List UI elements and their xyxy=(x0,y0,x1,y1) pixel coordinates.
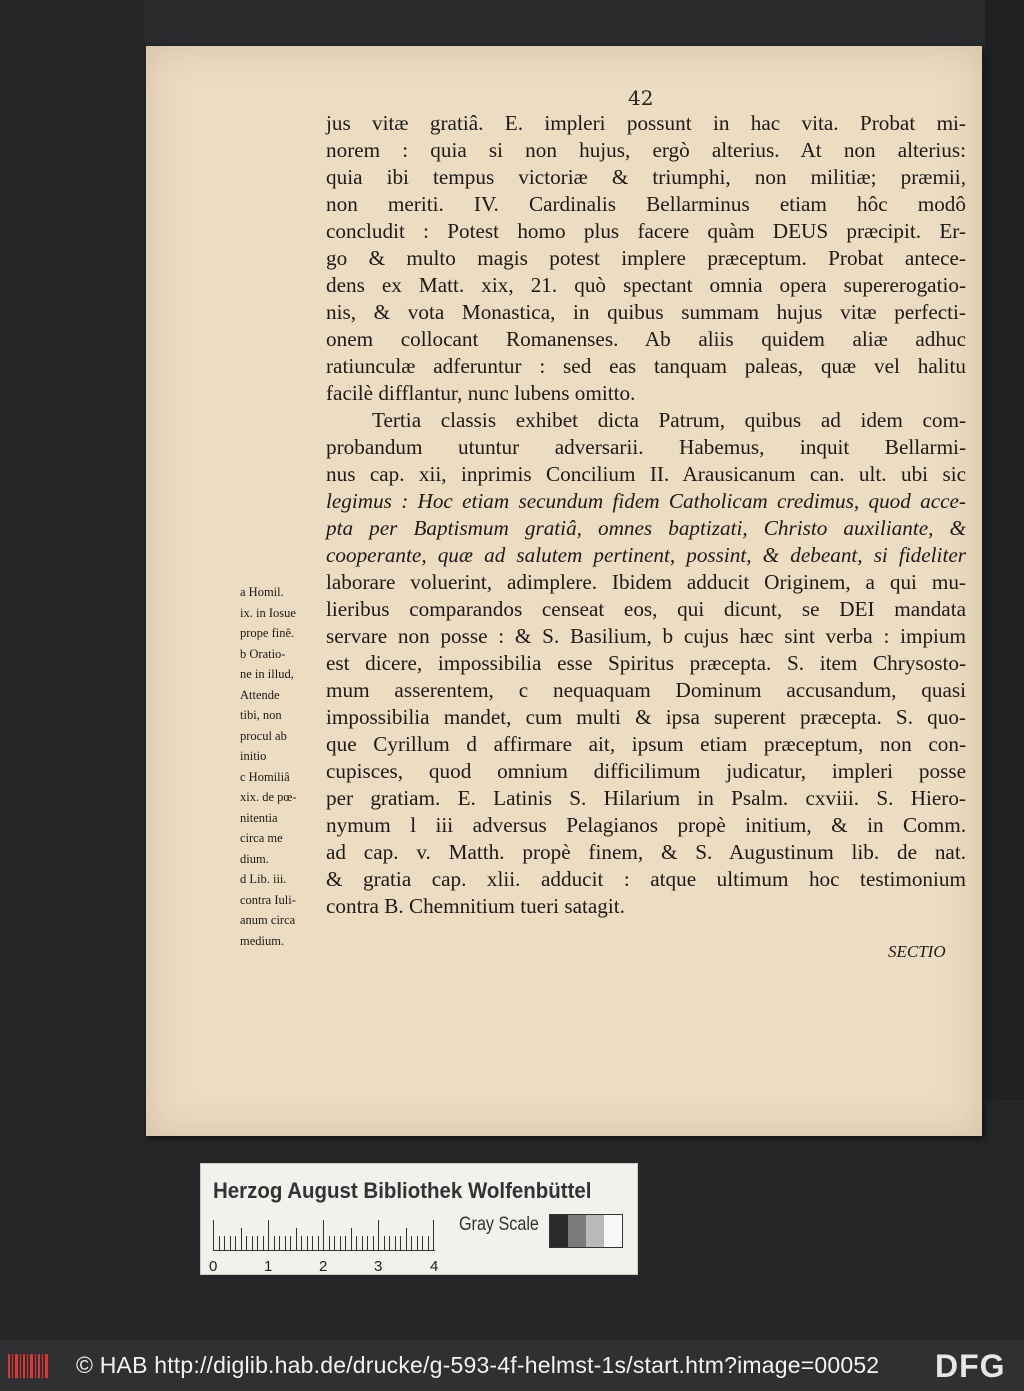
text-line: nymum l iii adversus Pelagianos propè initium, & in Comm. xyxy=(326,813,966,837)
margin-note-line: d Lib. iii. xyxy=(240,872,287,886)
ruler-tick xyxy=(312,1236,313,1250)
text-line: dens ex Matt. xix, 21. quò spectant omnia opera supererogatio- xyxy=(326,273,966,297)
library-name: Herzog August Bibliothek Wolfenbüttel xyxy=(213,1178,592,1203)
ruler-tick xyxy=(395,1236,396,1250)
ruler-tick xyxy=(301,1236,302,1250)
gray-swatch xyxy=(568,1215,586,1247)
scale-number: 2 xyxy=(319,1258,328,1275)
ruler-tick xyxy=(307,1236,308,1250)
gray-swatch xyxy=(604,1215,622,1247)
scale-number: 3 xyxy=(374,1258,383,1275)
text-line: & gratia cap. xlii. adducit : atque ultimum hoc testimonium xyxy=(326,867,966,891)
text-line: norem : quia si non hujus, ergò alterius. At non alterius: xyxy=(326,138,966,162)
text-line: Tertia classis exhibet dicta Patrum, quibus ad idem com- xyxy=(372,408,966,432)
gray-swatches xyxy=(549,1214,623,1248)
ruler-tick xyxy=(290,1236,291,1250)
margin-note-line: contra Iuli- xyxy=(240,892,296,907)
barcode-icon xyxy=(8,1354,48,1378)
ruler-tick xyxy=(378,1220,379,1250)
scale-ruler xyxy=(213,1220,453,1250)
text-line: nis, & vota Monastica, in quibus summam hujus vitæ perfecti- xyxy=(326,300,966,324)
ruler-tick xyxy=(296,1228,297,1250)
ruler-tick xyxy=(406,1228,407,1250)
scale-number: 1 xyxy=(264,1258,273,1275)
margin-notes xyxy=(240,582,324,951)
page-number: 42 xyxy=(628,86,654,110)
text-line: concludit : Potest homo plus facere quàm DEUS præcipit. Er- xyxy=(326,219,966,243)
catchword: SECTIO xyxy=(888,942,946,961)
text-line: facilè difflantur, nunc lubens omitto. xyxy=(326,381,636,405)
margin-note-line: xix. de pœ- xyxy=(240,790,297,804)
text-line: go & multo magis potest implere præceptum. Probat antece- xyxy=(326,246,966,270)
ruler-tick xyxy=(323,1220,324,1250)
text-line: cupisces, quod omnium difficilimum judicatur, impleri posse xyxy=(326,759,966,783)
margin-note-line: ix. in Iosue xyxy=(240,605,296,620)
ruler-tick xyxy=(428,1236,429,1250)
text-line: laborare voluerint, adimplere. Ibidem adducit Originem, a qui mu- xyxy=(326,570,966,594)
text-line: jus vitæ gratiâ. E. impleri possunt in hac vita. Probat mi- xyxy=(326,111,966,135)
text-line: cooperante, quæ ad salutem pertinent, possint, & debeant, si fideliter xyxy=(326,543,966,567)
grayscale-label: Gray Scale xyxy=(459,1214,539,1235)
margin-note-line: b Oratio- xyxy=(240,646,286,661)
gray-swatch xyxy=(586,1215,604,1247)
ruler-tick xyxy=(417,1236,418,1250)
margin-note-line: tibi, non xyxy=(240,708,282,722)
text-line: ad cap. v. Matth. propè finem, & S. Augustinum lib. de nat. xyxy=(326,840,966,864)
text-line: pta per Baptismum gratiâ, omnes baptizati, Christo auxiliante, & xyxy=(326,516,966,540)
margin-note-line: dium. xyxy=(240,851,269,866)
ruler-tick xyxy=(384,1236,385,1250)
margin-note-line: prope finê. xyxy=(240,626,295,640)
margin-note-line: nitentia xyxy=(240,810,278,825)
ruler-tick xyxy=(213,1220,214,1250)
ruler-tick xyxy=(362,1236,363,1250)
text-line: quia ibi tempus victoriæ & triumphi, non militiæ; præmii, xyxy=(326,165,966,189)
margin-note-line: c Homiliâ xyxy=(240,769,290,784)
margin-note-line: circa me xyxy=(240,831,283,845)
margin-note-line: ne in illud, xyxy=(240,667,294,681)
ruler-tick xyxy=(334,1236,335,1250)
ruler-tick xyxy=(411,1236,412,1250)
ruler-tick xyxy=(219,1236,220,1250)
ruler-tick xyxy=(235,1236,236,1250)
dfg-logo: DFG xyxy=(935,1348,1006,1384)
ruler-tick xyxy=(351,1228,352,1250)
text-line: non meriti. IV. Cardinalis Bellarminus etiam hôc modô xyxy=(326,192,966,216)
text-line: servare non posse : & S. Basilium, b cujus hæc sint verba : impium xyxy=(326,624,966,648)
source-url-link[interactable]: © HAB http://diglib.hab.de/drucke/g-593-4f-helmst-1s/start.htm?image=00052 xyxy=(76,1352,880,1378)
ruler-tick xyxy=(246,1236,247,1250)
gray-swatch xyxy=(550,1215,568,1247)
text-line: ratiunculæ adferuntur : sed eas tanquam paleas, quæ vel halitu xyxy=(326,354,966,378)
library-color-card xyxy=(200,1163,638,1275)
ruler-tick xyxy=(230,1236,231,1250)
text-line: lieribus comparandos censeat eos, qui dicunt, se DEI mandata xyxy=(326,597,966,621)
ruler-tick xyxy=(224,1236,225,1250)
text-line: que Cyrillum d affirmare ait, ipsum etiam præceptum, non con- xyxy=(326,732,966,756)
text-line: est dicere, impossibilia esse Spiritus præcepta. S. item Chrysosto- xyxy=(326,651,966,675)
text-line: probandum utuntur adversarii. Habemus, inquit Bellarmi- xyxy=(326,435,966,459)
ruler-tick xyxy=(285,1236,286,1250)
footer-bar xyxy=(0,1340,1024,1391)
ruler-tick xyxy=(340,1236,341,1250)
ruler-tick xyxy=(318,1236,319,1250)
ruler-tick xyxy=(373,1236,374,1250)
scale-number: 4 xyxy=(430,1258,439,1275)
text-line: impossibilia mandet, cum multi & ipsa superent præcepta. S. quo- xyxy=(326,705,966,729)
ruler-tick xyxy=(252,1236,253,1250)
ruler-tick xyxy=(367,1236,368,1250)
ruler-tick xyxy=(389,1236,390,1250)
text-line: legimus : Hoc etiam secundum fidem Catholicam credimus, quod acce- xyxy=(326,489,966,513)
ruler-tick xyxy=(279,1236,280,1250)
ruler-tick xyxy=(400,1236,401,1250)
margin-note-line: medium. xyxy=(240,933,285,948)
text-line: onem collocant Romanenses. Ab aliis quidem aliæ adhuc xyxy=(326,327,966,351)
margin-note-line: a Homil. xyxy=(240,585,284,599)
text-line: mum asserentem, c nequaquam Dominum accusandum, quasi xyxy=(326,678,966,702)
margin-note-line: initio xyxy=(240,749,267,763)
ruler-tick xyxy=(241,1228,242,1250)
ruler-tick xyxy=(345,1236,346,1250)
ruler-tick xyxy=(263,1236,264,1250)
text-line: per gratiam. E. Latinis S. Hilarium in Psalm. cxviii. S. Hiero- xyxy=(326,786,966,810)
text-line: nus cap. xii, inprimis Concilium II. Arausicanum can. ult. ubi sic xyxy=(326,462,966,486)
ruler-tick xyxy=(422,1236,423,1250)
ruler-tick xyxy=(257,1236,258,1250)
margin-note-line: procul ab xyxy=(240,728,287,743)
ruler-tick xyxy=(433,1220,434,1250)
ruler-tick xyxy=(268,1220,269,1250)
scale-number: 0 xyxy=(209,1258,218,1275)
ruler-tick xyxy=(329,1236,330,1250)
ruler-baseline xyxy=(213,1250,435,1251)
body-text xyxy=(326,110,966,920)
margin-note-line: Attende xyxy=(240,687,280,702)
text-line: contra B. Chemnitium tueri satagit. xyxy=(326,894,625,918)
ruler-tick xyxy=(274,1236,275,1250)
ruler-tick xyxy=(356,1236,357,1250)
margin-note-line: anum circa xyxy=(240,913,296,927)
